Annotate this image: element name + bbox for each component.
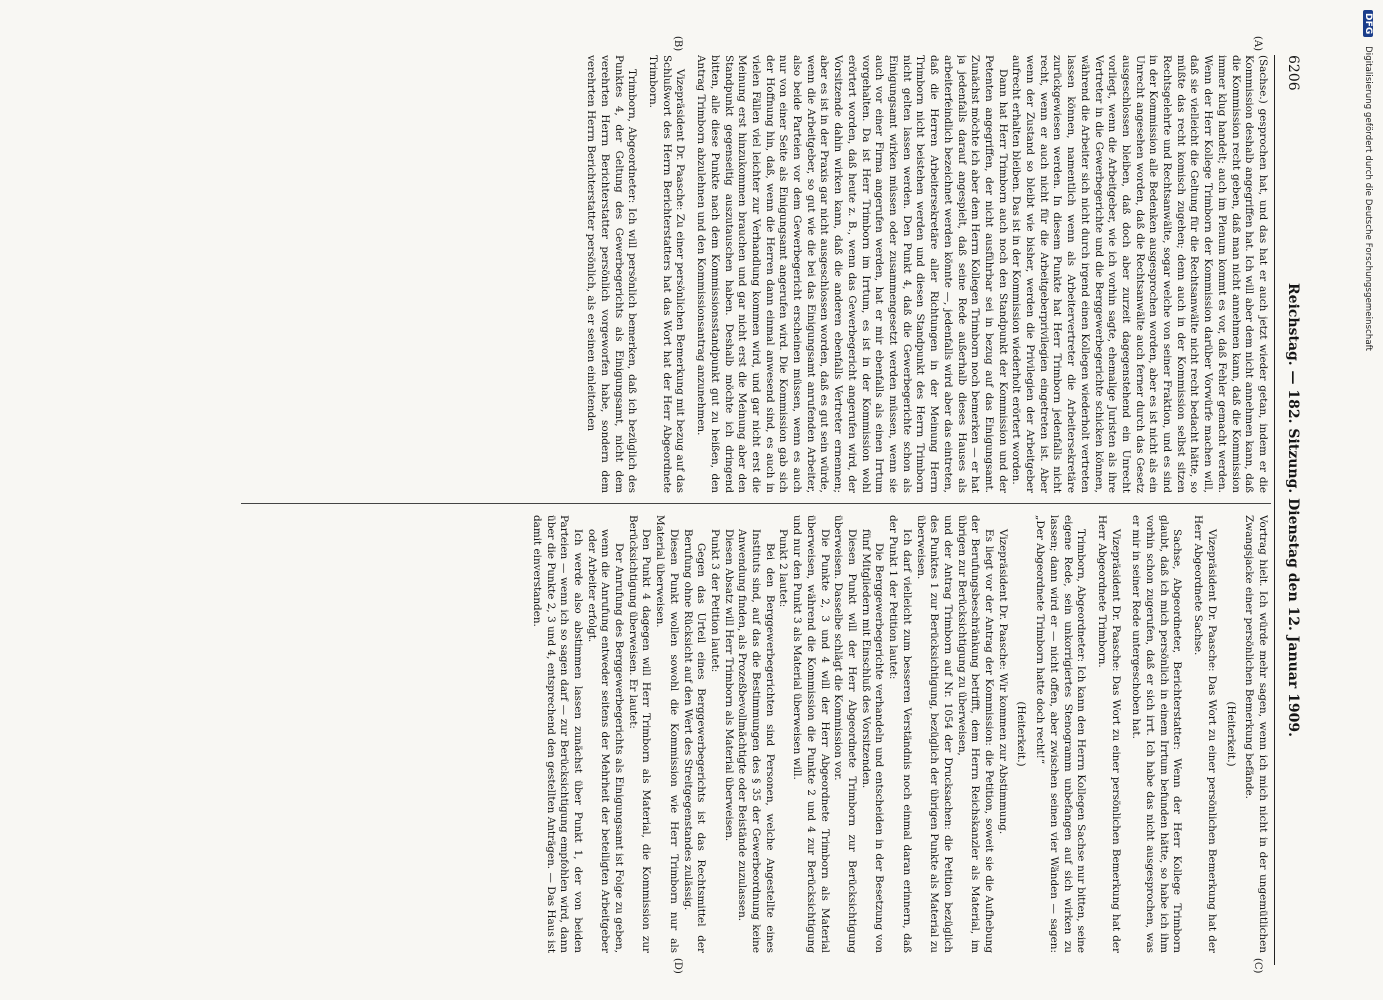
- paragraph: Diesen Absatz will Herr Trimborn als Material überweisen.: [722, 529, 735, 842]
- paragraph: Punkt 2 lautet:: [777, 529, 790, 608]
- left-column: [244, 55, 1269, 493]
- quoted-petition-text: Bei den Berggewerbegerichten sind Personen, welche Angestellte eines Instituts sind, auf das die Bestimmungen des § 35 der Gewerbeordnung keine Anwendung finden, als Prozeßbevollmächtigte oder Beistände zuzulassen.: [736, 529, 776, 953]
- column-divider: [241, 503, 1271, 504]
- page-header: [1279, 55, 1301, 965]
- margin-marker-c: (C): [1252, 958, 1263, 974]
- speaker-paragraph: Vizepräsident Dr. Paasche: Zu einer persönlichen Bemerkung mit bezug auf das Schlußwort des Herrn Berichterstatters hat das Wort hat der Herr Abgeordnete Trimborn.: [647, 55, 687, 493]
- quoted-petition-text: Der Anrufung des Berggewerbegerichts als Einigungsamt ist Folge zu geben, wenn die Anrufung entweder seitens der Mehrheit der beteiligten Arbeitgeber oder Arbeiter erfolgt.: [585, 529, 626, 953]
- margin-marker-b: (B): [672, 36, 683, 52]
- paragraph: Ich darf vielleicht zum besseren Verständnis noch einmal daran erinnern, daß der Punkt 1 der Petition lautet:: [887, 515, 913, 953]
- quoted-petition-text: Die Berggewerbegerichte verhandeln und entscheiden in der Besetzung von fünf Mitgliedern mit Einschluß des Vorsitzenden.: [859, 529, 886, 953]
- paragraph: Es liegt vor der Antrag der Kommission: die Petition, soweit sie die Aufhebung der Berufungsbeschränkung betrifft, dem Herrn Reichskanzler als Material, im übrigen zur Berücksichtigung zu überweisen,: [955, 515, 996, 953]
- paragraph: Vortrag hielt. Ich würde mehr sagen, wenn ich mich nicht in der ungemütlichen Zwangsjacke einer persönlichen Bemerkung befände.: [1243, 515, 1269, 953]
- paragraph: Den Punkt 4 dagegen will Herr Trimborn als Material, die Kommission zur Berücksichtigung überweisen. Er lautet:: [626, 515, 653, 953]
- speaker-paragraph: Sachse, Abgeordneter, Berichterstatter: Wenn der Herr Kollege Trimborn glaubt, daß ich mich persönlich in einem Irrtum befunden hätte, so habe ich ihm vorhin schon zugerufen, daß er sich irrt. Ich habe das nicht ausgesprochen, was er mir in seiner Rede untergeschoben hat.: [1130, 515, 1184, 953]
- speaker-paragraph: Vizepräsident Dr. Paasche: Wir kommen zur Abstimmung.: [996, 529, 1009, 835]
- running-head: Reichstag. — 182. Sitzung. Dienstag den 12. Januar 1909.: [1285, 283, 1301, 737]
- paragraph: Die Punkte 2, 3 und 4 will der Herr Abgeordnete Trimborn als Material überweisen, während die Kommission die Punkte 2 und 4 zur Berücksichtigung und nur den Punkt 3 als Material überweisen will.: [791, 515, 831, 953]
- speaker-paragraph: Trimborn, Abgeordneter: Ich will persönlich bemerken, daß ich bezüglich des Punktes 4, der Geltung des Gewerbegerichts als Einigungsamt, nicht dem verehrten Herrn Berichterstatter persönlich vorgeworfen habe, sondern dem verehrten Herrn Berichterstatter persönlich, als er seinen einleitenden: [585, 55, 639, 493]
- margin-marker-d: (D): [672, 958, 683, 974]
- margin-marker-a: (A): [1252, 36, 1263, 52]
- paragraph: Dann hat Herr Trimborn auch noch den Standpunkt der Kommission und der Petenten angegriffen, der nicht ausführbar sei in bezug auf das Einigungsamt. Zunächst möchte ich aber dem Herrn Kollegen Trimborn noch bemerken — er hat ja jedenfalls darauf angespielt, daß seine Rede außerhalb dieses Hauses als arbeiterfeindlich bezeichnet werden könnte —, jedenfalls wird aber das eintreten, daß die Herren Arbeitersekretäre aller Richtungen in der Meinung Herrn Trimborn nicht beistehen werden und diesen Standpunkt des Herrn Trimborn nicht gelten lassen werden. Den Punkt 4, daß die Gewerbegerichte schon als Einigungsamt wirken müssen oder zusammengesetzt werden müssen, wenn sie auch vor einer Firma angerufen werden, hat er mir ebenfalls als einen Irrtum vorgehalten. Da ist Herr Trimborn im Irrtum, es ist in der Kommission wohl erörtert worden, daß heute z. B., wenn das Gewerbegericht angerufen wird, der Vorsitzende dahin wirken kann, daß die anderen ebenfalls Vertreter ernennen; aber es ist in der Praxis gar nicht ausgeschlossen worden, daß es gut sein würde, wenn die Arbeitgeber, so gut wie die bei das Einigungsamt anrufenden Arbeiter, also beide Parteien vor dem Gewerbegericht erscheinen müssen, wenn es auch nur von einer Seite als Einigungsamt angerufen wird. Die Kommission gab sich der Hoffnung hin, daß, wenn die Herren dann einmal anwesend sind, es auch in vielen Fällen viel leichter zur Verhandlung kommen wird, und gar nicht erst die Meinung erst hinzukommen brauchen und gar nicht erst die Meinung aber den Standpunkt gegenseitig auszutauschen haben. Deshalb möchte ich dringend bitten, alle diese Punkte nach dem Kommissionsstandpunkt gut zu heißen, den Antrag Trimborn abzulehnen und den Kommissionsantrag anzunehmen.: [695, 55, 1009, 493]
- digitization-note-text: Digitalisierung gefördert durch die Deutsche Forschungsgemeinschaft: [1363, 46, 1373, 352]
- quoted-petition-text: Gegen das Urteil eines Berggewerbegerichts ist das Rechtsmittel der Berufung ohne Rücksicht auf den Wert des Streitgegenstandes zulässig.: [681, 529, 708, 953]
- header-rule: [1274, 55, 1275, 965]
- right-column: [244, 515, 1269, 953]
- paragraph: Ich werde also abstimmen lassen zunächst über Punkt 1, der von beiden Parteien — wenn ich so sagen darf — zur Berücksichtigung empfohlen wird, dann über die Punkte 2, 3 und 4, entsprechend den gestellten Anträgen. — Das Haus ist damit einverstanden.: [530, 515, 584, 953]
- speaker-paragraph: Trimborn, Abgeordneter: Ich kann den Herrn Kollegen Sachse nur bitten, seine eigene Rede, sein unkorrigiertes Stenogramm unbefangen auf sich wirken zu lassen; dann wird er — nicht offen, aber zwischen seinen vier Wänden — sagen: „Der Abgeordnete Trimborn hatte doch recht!“: [1034, 515, 1088, 953]
- paragraph: Punkt 3 der Petition lautet:: [708, 529, 721, 673]
- interjection: (Heiterkeit.): [1224, 701, 1237, 767]
- paragraph: (Sachse.) gesprochen hat, und das hat er auch jetzt wieder getan, indem er die Kommission deshalb angegriffen hat. Ich will aber dem nicht annehmen kann, daß die Kommission recht geben, daß man nicht annehmen kann, daß die Kommission immer klug handelt; auch im Plenum kommt es vor, daß Fehler gemacht werden. Wenn der Herr Kollege Trimborn der Kommission darüber Vorwürfe machen will, daß sie vielleicht die Geltung für die Rechtsanwälte nicht recht bedacht hätte, so müßte das recht komisch zugehen; denn auch in der Kommission selbst sitzen Rechtsgelehrte und Rechtsanwälte, sogar welche von seiner Fraktion, und es sind in der Kommission alle Bedenken ausgesprochen worden, aber es ist nicht als ein Unrecht angesehen worden, daß die Rechtsanwälte auch ferner durch das Gesetz ausgeschlossen bleiben, daß doch aber zurzeit dagegenstehend ein Unrecht vorliegt, wenn die Arbeitgeber, wie ich vorhin sagte, ehemalige Juristen als ihre Vertreter in die Gewerbegerichte und die Berggewerbegerichte schicken können, während die Arbeiter sich nicht durch irgend einen Kollegen wiederholt vertreten lassen können, namentlich wenn als Arbeitervertreter die Arbeitersekretäre zurückgewiesen werden. In diesem Punkte hat Herr Trimborn jedenfalls nicht recht, wenn er auch nicht für die Arbeitgeberprivilegien eingetreten ist. Aber wenn der Zustand so bleibt wie bisher, werden die Privilegien der Arbeitgeber aufrecht erhalten bleiben. Das ist in der Kommission wiederholt erörtert worden.: [1010, 55, 1269, 493]
- interjection: (Heiterkeit.): [1015, 701, 1028, 767]
- paragraph: Diesen Punkt wollen sowohl die Kommission wie Herr Trimborn nur als Material überweisen.: [654, 515, 680, 953]
- paragraph: Diesen Punkt will der Herr Abgeordnete Trimborn zur Berücksichtigung überweisen. Dasselbe schlägt die Kommission vor.: [832, 515, 859, 953]
- paragraph: und der Antrag Trimborn auf Nr. 1054 der Drucksachen: die Petition bezüglich des Punktes 1 zur Berücksichtigung, bezüglich der übrigen Punkte als Material zu überweisen.: [914, 515, 954, 953]
- digitization-note: [1363, 10, 1373, 990]
- page-number: 6206: [1285, 55, 1301, 91]
- dfg-logo: DFG: [1363, 10, 1373, 37]
- speaker-paragraph: Vizepräsident Dr. Paasche: Das Wort zu einer persönlichen Bemerkung hat der Herr Abgeordnete Sachse.: [1192, 515, 1218, 953]
- speaker-paragraph: Vizepräsident Dr. Paasche: Das Wort zu einer persönlichen Bemerkung hat der Herr Abgeordnete Trimborn.: [1095, 515, 1122, 953]
